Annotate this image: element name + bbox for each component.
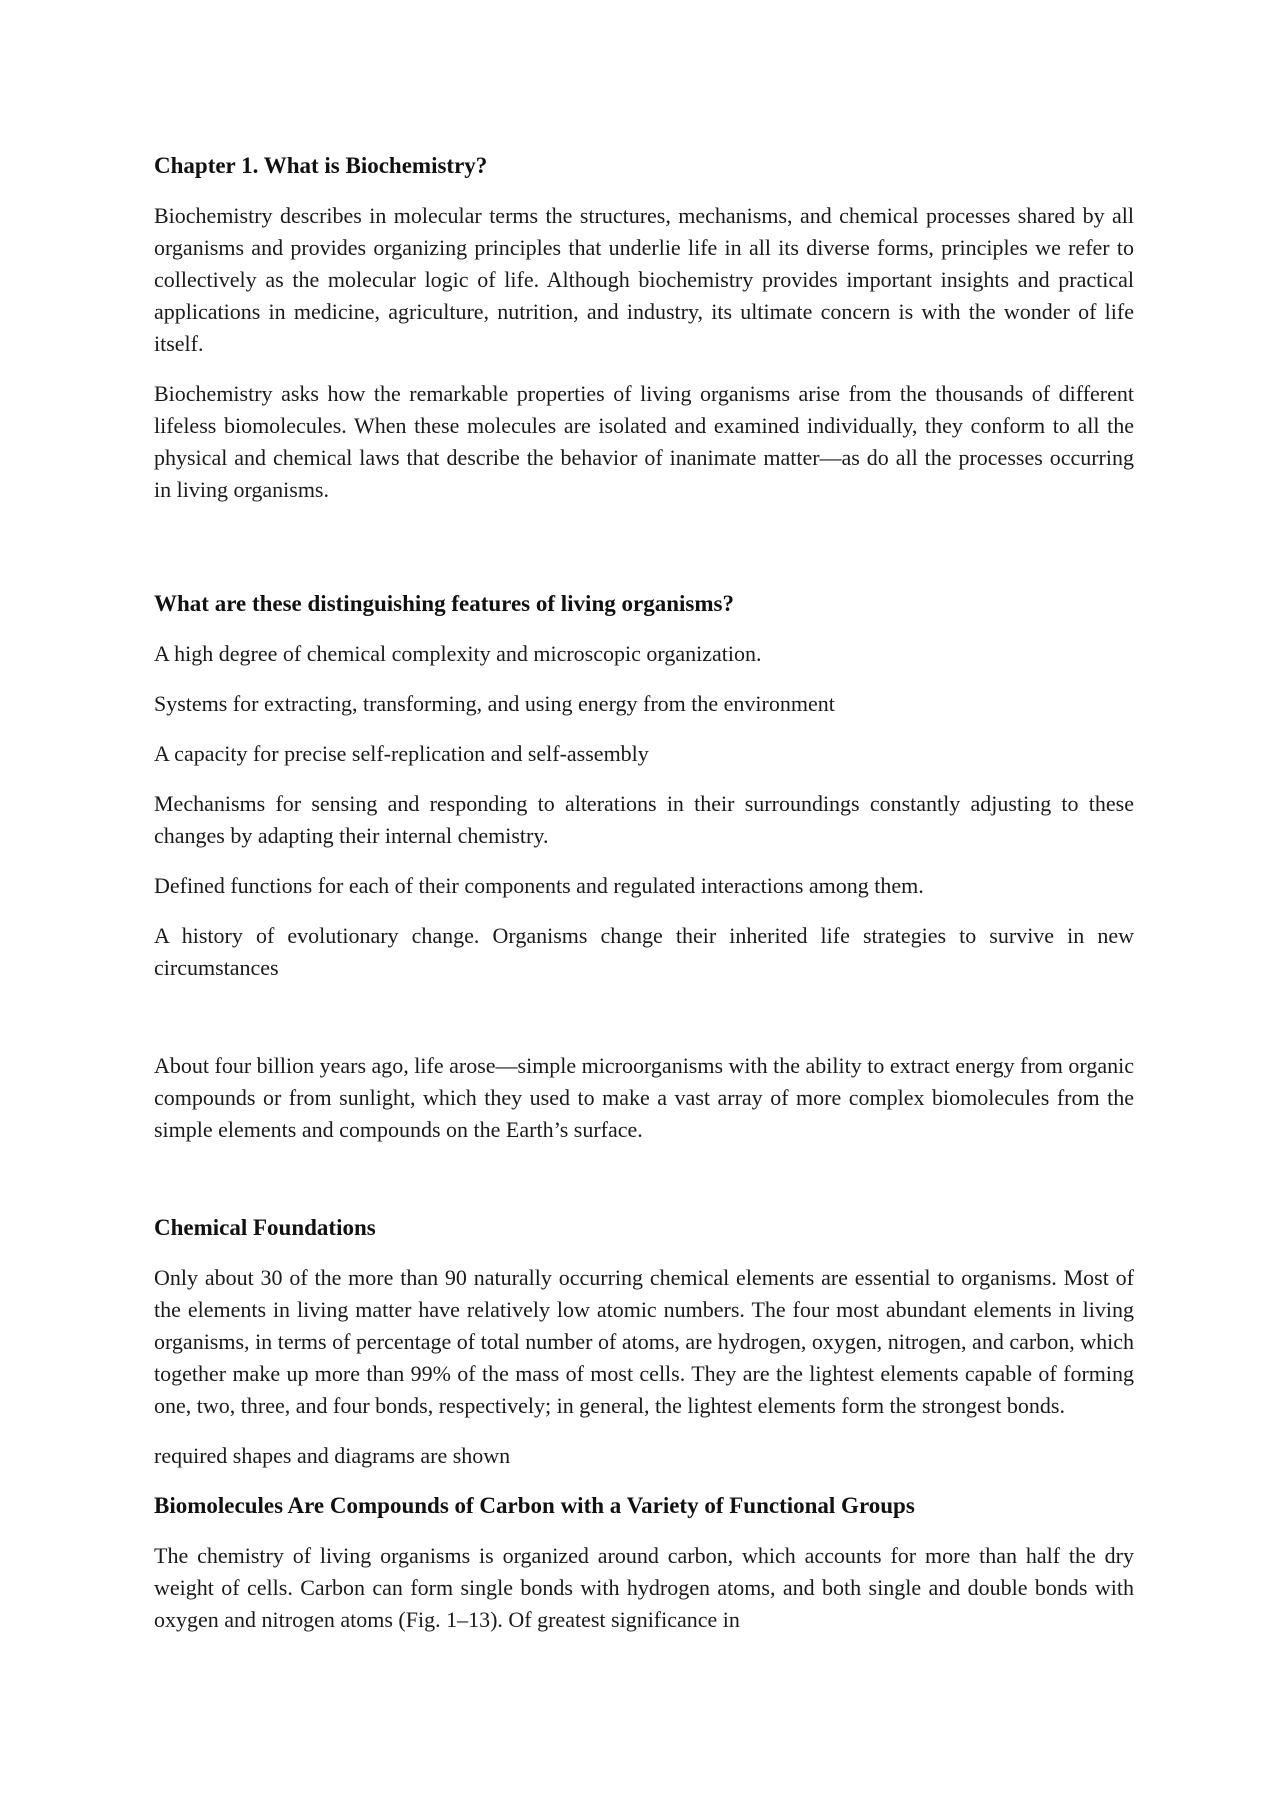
shapes-note: required shapes and diagrams are shown (154, 1443, 511, 1468)
intro-paragraph: Biochemistry asks how the remarkable properties of living organisms arise from the thousands of different lifeless biomolecules. When these molecules are isolated and examined individually, they conform to all the physical and chemical laws that describe the behavior of inanimate matter—as do all the processes occurring in living organisms. (154, 381, 1134, 502)
feature-item: Mechanisms for sensing and responding to alterations in their surroundings constantly adjusting to these changes by adapting their internal chemistry. (154, 791, 1134, 848)
chemical-foundations-heading: Chemical Foundations (154, 1215, 376, 1240)
document-page (154, 150, 1134, 1636)
intro-paragraph: Biochemistry describes in molecular terms the structures, mechanisms, and chemical processes shared by all organisms and provides organizing principles that underlie life in all its diverse forms, principles we refer to collectively as the molecular logic of life. Although biochemistry provides important insights and practical applications in medicine, agriculture, nutrition, and industry, its ultimate concern is with the wonder of life itself. (154, 203, 1134, 356)
chemical-foundations-paragraph: Only about 30 of the more than 90 naturally occurring chemical elements are essential to organisms. Most of the elements in living matter have relatively low atomic numbers. The four most abundant elements in living organisms, in terms of percentage of total number of atoms, are hydrogen, oxygen, nitrogen, and carbon, which together make up more than 99% of the mass of most cells. They are the lightest elements capable of forming one, two, three, and four bonds, respectively; in general, the lightest elements form the strongest bonds. (154, 1265, 1134, 1418)
feature-item: A capacity for precise self-replication and self-assembly (154, 741, 649, 766)
feature-item: A history of evolutionary change. Organisms change their inherited life strategies to survive in new circumstances (154, 923, 1134, 980)
biomolecules-heading: Biomolecules Are Compounds of Carbon with a Variety of Functional Groups (154, 1493, 915, 1518)
chapter-title: Chapter 1. What is Biochemistry? (154, 153, 488, 178)
biomolecules-paragraph: The chemistry of living organisms is organized around carbon, which accounts for more than half the dry weight of cells. Carbon can form single bonds with hydrogen atoms, and both single and double bonds with oxygen and nitrogen atoms (Fig. 1–13). Of greatest significance in (154, 1543, 1134, 1632)
origin-paragraph: About four billion years ago, life arose—simple microorganisms with the ability to extract energy from organic compounds or from sunlight, which they used to make a vast array of more complex biomolecules from the simple elements and compounds on the Earth’s surface. (154, 1053, 1134, 1142)
feature-item: A high degree of chemical complexity and microscopic organization. (154, 641, 762, 666)
feature-item: Systems for extracting, transforming, and using energy from the environment (154, 691, 835, 716)
feature-item: Defined functions for each of their components and regulated interactions among them. (154, 873, 924, 898)
features-heading: What are these distinguishing features of living organisms? (154, 591, 734, 616)
